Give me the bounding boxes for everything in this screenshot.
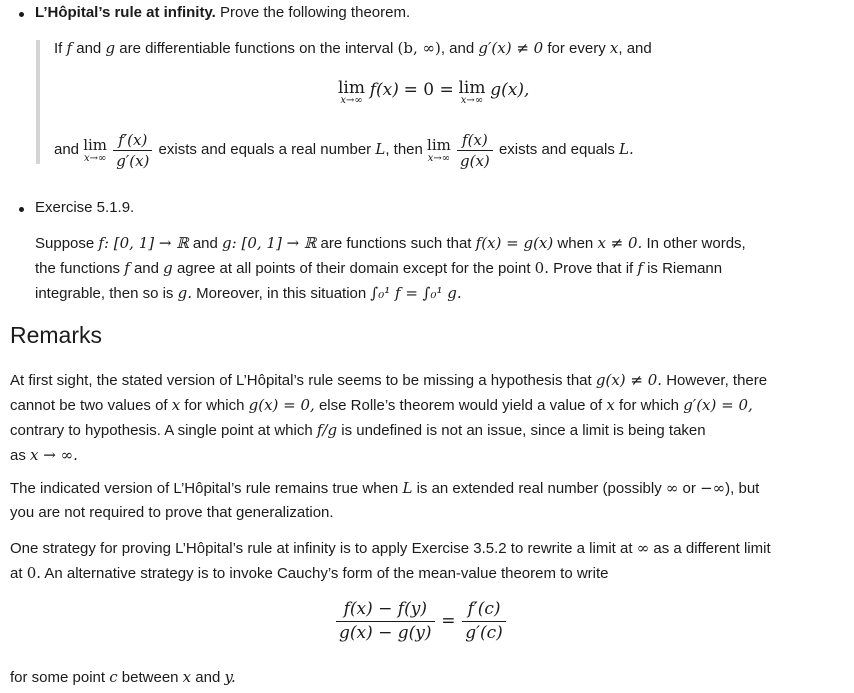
remarks-heading: Remarks bbox=[10, 322, 103, 348]
remarks-paragraph-1 bbox=[10, 368, 840, 468]
text: and bbox=[191, 669, 225, 686]
text: is an extended real number (possibly bbox=[412, 480, 666, 497]
math: f(x) = g(x) bbox=[475, 234, 554, 252]
math: ∞ bbox=[665, 479, 679, 497]
math: x bbox=[171, 396, 181, 414]
frac-ratio bbox=[457, 130, 493, 171]
lim-word: lim bbox=[83, 135, 108, 154]
lim-word: lim bbox=[427, 135, 451, 154]
line bbox=[10, 536, 840, 561]
text: and bbox=[188, 235, 223, 252]
math-f-of-x: f(x) bbox=[369, 80, 399, 100]
lim-sub: x→∞ bbox=[427, 152, 451, 164]
math-interval: (b, ∞) bbox=[397, 39, 441, 57]
text: between bbox=[117, 669, 183, 686]
math: 0. bbox=[26, 564, 41, 582]
math-x: x bbox=[609, 39, 619, 57]
text: exists and equals a real number bbox=[158, 141, 372, 158]
math: f bbox=[637, 259, 643, 277]
text: and bbox=[54, 141, 80, 158]
math-f: f bbox=[66, 39, 73, 57]
text: The indicated version of L’Hôpital’s rule remains true when bbox=[10, 480, 403, 497]
text: are functions such that bbox=[316, 235, 476, 252]
lim-sub: x→∞ bbox=[460, 95, 484, 106]
math: g(x) ≠ 0. bbox=[595, 371, 663, 389]
text: , then bbox=[385, 141, 423, 158]
line bbox=[10, 418, 840, 443]
lim-ratio-prime bbox=[83, 137, 107, 164]
text: or bbox=[678, 480, 701, 497]
math: −∞ bbox=[700, 479, 726, 497]
exercise-line-2 bbox=[35, 256, 825, 281]
text: for every bbox=[547, 40, 606, 57]
text: and bbox=[76, 40, 102, 57]
numerator: f′(c) bbox=[462, 598, 506, 622]
text: are differentiable functions on the interval bbox=[119, 40, 394, 57]
text: Suppose bbox=[35, 235, 99, 252]
text: ), but bbox=[725, 480, 760, 497]
text: An alternative strategy is to invoke Cauchy’s form of the mean-value theorem to write bbox=[41, 565, 609, 582]
text: One strategy for proving L’Hôpital’s rule at infinity is to apply Exercise 3.5.2 to rewrite a limit at bbox=[10, 540, 637, 557]
frac-mvt-right bbox=[462, 598, 506, 645]
text: for some point bbox=[10, 669, 110, 686]
math-eq: = bbox=[441, 610, 456, 631]
text: contrary to hypothesis. A single point at which bbox=[10, 422, 317, 439]
math-L: L bbox=[375, 140, 386, 158]
mvt-equation bbox=[334, 598, 508, 645]
lim-f bbox=[338, 80, 365, 106]
lim-sub: x→∞ bbox=[340, 95, 363, 106]
math: g′(x) = 0, bbox=[683, 396, 753, 414]
frac-mvt-left bbox=[336, 598, 435, 645]
denominator: g′(x) bbox=[116, 151, 150, 170]
math: 0. bbox=[534, 259, 549, 277]
text: Moreover, in this situation bbox=[191, 285, 371, 302]
math: c bbox=[109, 668, 118, 686]
math: g bbox=[163, 259, 173, 277]
text: Prove that if bbox=[548, 260, 638, 277]
text: , and bbox=[618, 40, 652, 57]
bullet bbox=[19, 207, 24, 212]
text: when bbox=[553, 235, 598, 252]
line bbox=[10, 443, 840, 468]
limit-equation bbox=[338, 80, 529, 106]
math-g: g bbox=[105, 39, 116, 57]
text: agree at all points of their domain except for the point bbox=[172, 260, 535, 277]
text: is Riemann bbox=[642, 260, 723, 277]
text: is undefined is not an issue, since a limit is being taken bbox=[337, 422, 706, 439]
remarks-paragraph-2 bbox=[10, 476, 840, 525]
math: ∞ bbox=[636, 539, 650, 557]
remarks-paragraph-3 bbox=[10, 536, 840, 586]
math: x → ∞. bbox=[30, 446, 78, 464]
math: g: [0, 1] → ℝ bbox=[222, 234, 317, 252]
denominator: g(x) − g(y) bbox=[339, 623, 432, 643]
lim-word: lim bbox=[458, 78, 486, 98]
theorem-title-tail: Prove the following theorem. bbox=[220, 4, 411, 21]
text: integrable, then so is bbox=[35, 285, 178, 302]
math: f bbox=[124, 259, 130, 277]
text: However, there bbox=[662, 372, 768, 389]
line: you are not required to prove that generalization. bbox=[10, 504, 334, 521]
denominator: g(x) bbox=[460, 151, 490, 170]
math-gprime-cond: g′(x) ≠ 0 bbox=[478, 39, 544, 57]
math: g. bbox=[177, 284, 192, 302]
lim-ratio bbox=[427, 137, 451, 164]
text: exists and equals bbox=[498, 141, 615, 158]
numerator: f′(x) bbox=[113, 130, 152, 151]
text: the functions bbox=[35, 260, 125, 277]
blockquote-bar bbox=[36, 40, 40, 164]
text: If bbox=[54, 40, 63, 57]
bullet bbox=[19, 12, 24, 17]
numerator: f(x) bbox=[457, 130, 493, 151]
frac-prime bbox=[113, 130, 152, 171]
math-integral: ∫₀¹ f = ∫₀¹ g. bbox=[370, 284, 462, 302]
lim-g bbox=[458, 80, 485, 106]
text: , and bbox=[440, 40, 475, 57]
line bbox=[10, 368, 840, 393]
theorem-heading bbox=[35, 4, 410, 21]
text: and bbox=[129, 260, 164, 277]
line bbox=[10, 665, 840, 690]
text: else Rolle’s theorem would yield a value of bbox=[314, 397, 607, 414]
text: At first sight, the stated version of L’Hôpital’s rule seems to be missing a hypothesis that bbox=[10, 372, 596, 389]
text: for which bbox=[614, 397, 684, 414]
numerator: f(x) − f(y) bbox=[336, 598, 435, 622]
lim-word: lim bbox=[338, 78, 365, 98]
exercise-body bbox=[35, 231, 825, 306]
exercise-line-1 bbox=[35, 231, 825, 256]
math: x ≠ 0. bbox=[597, 234, 643, 252]
text: for which bbox=[180, 397, 249, 414]
text: In other words, bbox=[642, 235, 746, 252]
math: x bbox=[606, 396, 615, 414]
math: f: [0, 1] → ℝ bbox=[98, 234, 189, 252]
line bbox=[10, 476, 840, 501]
line bbox=[10, 561, 840, 586]
text: cannot be two values of bbox=[10, 397, 172, 414]
text: at bbox=[10, 565, 27, 582]
math: f/g bbox=[316, 421, 338, 439]
denominator: g′(c) bbox=[465, 623, 503, 643]
line bbox=[10, 393, 840, 418]
theorem-title: L’Hôpital’s rule at infinity. bbox=[35, 4, 216, 21]
lim-sub: x→∞ bbox=[83, 152, 107, 164]
math: y. bbox=[224, 668, 236, 686]
math: x bbox=[182, 668, 192, 686]
remarks-paragraph-4 bbox=[10, 665, 840, 690]
math: g(x) = 0, bbox=[248, 396, 315, 414]
exercise-line-3 bbox=[35, 281, 825, 306]
theorem-line-1 bbox=[54, 39, 652, 57]
math-L: L. bbox=[619, 140, 634, 158]
math: L bbox=[402, 479, 413, 497]
theorem-line-3 bbox=[54, 124, 634, 174]
text: as bbox=[10, 447, 31, 464]
exercise-label: Exercise 5.1.9. bbox=[35, 199, 135, 216]
math-g-of-x: g(x), bbox=[490, 80, 530, 100]
math-eq-zero: = 0 = bbox=[403, 80, 454, 100]
text: as a different limit bbox=[649, 540, 771, 557]
